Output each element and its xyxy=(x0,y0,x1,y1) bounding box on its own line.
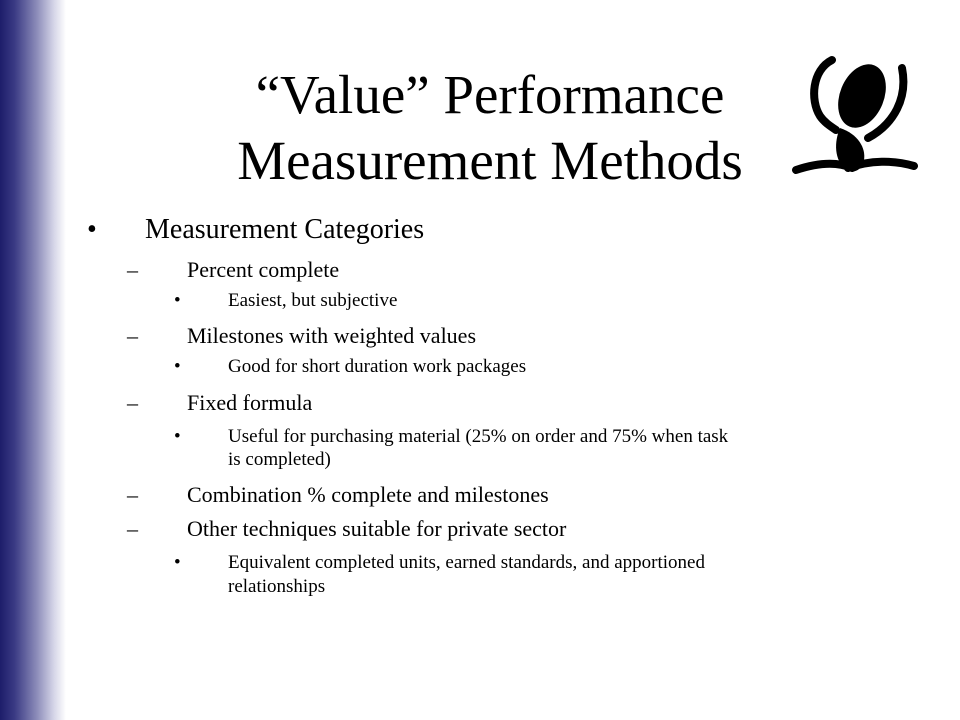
title-line-1: “Value” Performance xyxy=(255,64,725,125)
dash-marker: – xyxy=(127,390,138,415)
list-item: Good for short duration work packages xyxy=(228,356,527,377)
list-item: Useful for purchasing material (25% on order and 75% when task xyxy=(228,426,729,447)
list-item: Percent complete xyxy=(187,257,340,282)
bullet-marker: • xyxy=(174,552,181,573)
dash-marker: – xyxy=(127,482,138,507)
dash-marker: – xyxy=(127,516,138,541)
list-item: Fixed formula xyxy=(187,390,313,415)
list-item: Easiest, but subjective xyxy=(228,290,398,311)
list-item-continuation: is completed) xyxy=(228,449,331,470)
bullet-marker: • xyxy=(174,356,181,377)
bullet-marker: • xyxy=(174,290,181,311)
bullet-marker: • xyxy=(174,426,181,447)
dash-marker: – xyxy=(127,257,138,282)
list-item: Combination % complete and milestones xyxy=(187,482,549,507)
title-line-2: Measurement Methods xyxy=(237,130,743,191)
list-item: Other techniques suitable for private sector xyxy=(187,516,567,541)
list-item: Equivalent completed units, earned standards, and apportioned xyxy=(228,552,705,573)
bullet-marker: • xyxy=(87,214,97,245)
list-item: Milestones with weighted values xyxy=(187,323,477,348)
dash-marker: – xyxy=(127,323,138,348)
list-item-continuation: relationships xyxy=(228,576,326,597)
list-item: Measurement Categories xyxy=(145,214,425,245)
